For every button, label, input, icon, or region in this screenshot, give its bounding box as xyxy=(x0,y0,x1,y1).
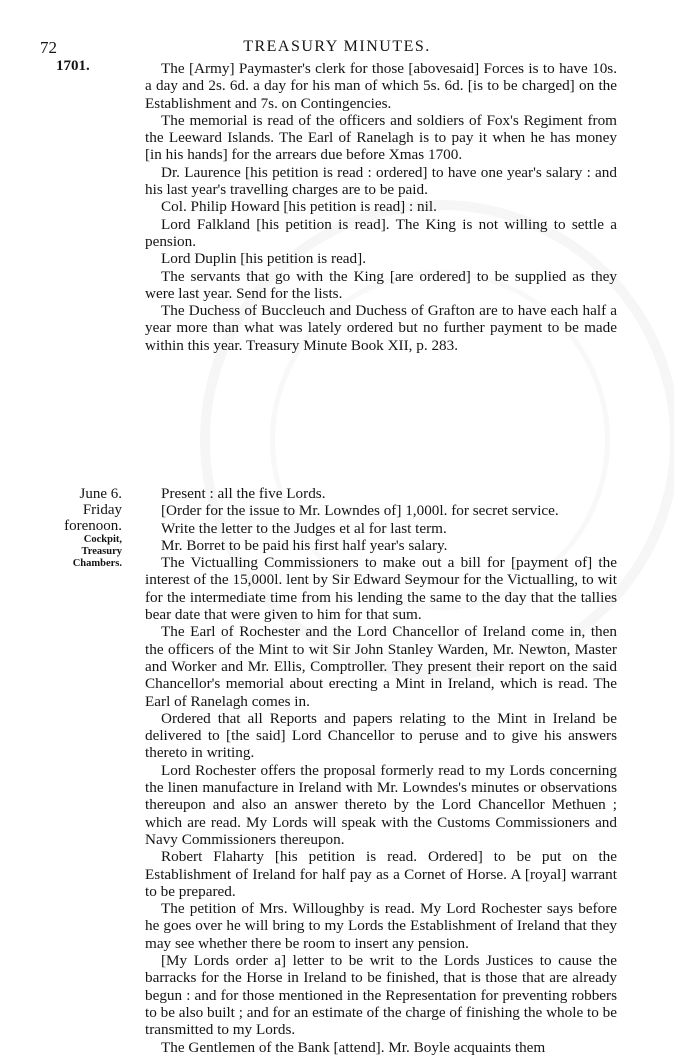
minute-paragraph: The Earl of Rochester and the Lord Chancellor of Ireland come in, then the officers of the Mint to wit Sir John Stanley Warden, Mr. Newton, Master and Worker and Mr. Ellis, Comptroller. They present their report on the said Chancellor's memorial about erecting a Mint in Ireland, which is read. The Earl of Ranelagh comes in. xyxy=(145,623,617,710)
minute-paragraph: [Order for the issue to Mr. Lowndes of] 1,000l. for secret service. xyxy=(161,502,559,520)
minute-paragraph: [My Lords order a] letter to be writ to the Lords Justices to cause the barracks for the Horse in Ireland to be finished, that is those that are already begun : and for those mentioned in the Representation for preventing robbers to be also built ; and for an estimate of the charge of finishing the whole to be transmitted to my Lords. xyxy=(145,952,617,1039)
minute-paragraph: The petition of Mrs. Willoughby is read. My Lord Rochester says before he goes over he will bring to my Lords the Establishment of Ireland that they may see whether there be room to insert any pension. xyxy=(145,900,617,952)
minute-paragraph: The Gentlemen of the Bank [attend]. Mr. Boyle acquaints them xyxy=(161,1038,546,1056)
minute-paragraph: Robert Flaharty [his petition is read. Ordered] to be put on the Establishment of Ireland for half pay as a Cornet of Horse. A [royal] warrant to be prepared. xyxy=(145,848,617,900)
minute-paragraph: The [Army] Paymaster's clerk for those [abovesaid] Forces is to have 10s. a day and 2s. 6d. a day for his man of which 5s. 6d. [is to be charged] on the Establishment and 7s. on Contingencies. xyxy=(145,60,617,112)
margin-date-line: Friday xyxy=(82,502,122,518)
minute-paragraph: Dr. Laurence [his petition is read : ordered] to have one year's salary : and his last year's travelling charges are to be paid. xyxy=(145,163,617,199)
minute-paragraph: Ordered that all Reports and papers relating to the Mint in Ireland be delivered to [the said] Lord Chancellor to peruse and to give his answers thereto in writing. xyxy=(145,709,617,762)
minute-paragraph: Write the letter to the Judges et al for last term. xyxy=(161,519,447,537)
minute-paragraph: Lord Rochester offers the proposal formerly read to my Lords concerning the linen manufacture in Ireland with Mr. Lowndes's minutes or observations thereupon and also an answer thereto by the Lord Chancellor Methuen ; which are read. My Lords will speak with the Customs Commissioners and Navy Commissioners thereupon. xyxy=(145,761,617,848)
margin-place-line: Treasury xyxy=(81,546,122,557)
minute-paragraph: Mr. Borret to be paid his first half year's salary. xyxy=(161,536,448,554)
minute-paragraph: Lord Falkland [his petition is read]. The King is not willing to settle a pension. xyxy=(145,215,617,250)
minute-paragraph: The Duchess of Buccleuch and Duchess of Grafton are to have each half a year more than what was lately ordered but no further payment to be made within this year. Treasury Minute Book XII, p. 283. xyxy=(145,302,617,354)
minute-paragraph: The servants that go with the King [are ordered] to be supplied as they were last year. Send for the lists. xyxy=(145,267,617,302)
minute-paragraph: The Victualling Commissioners to make out a bill for [payment of] the interest of the 15,000l. lent by Sir Edward Seymour for the Victualling, to wit for the intermediate time from his lending the same to the day that the tallies bear date that were given to him for that sum. xyxy=(145,554,617,624)
minutes-block-top xyxy=(145,60,617,354)
minute-paragraph: Lord Duplin [his petition is read]. xyxy=(161,250,366,268)
minute-paragraph: The memorial is read of the officers and soldiers of Fox's Regiment from the Leeward Islands. The Earl of Ranelagh is to pay it when he has money [in his hands] for the arrears due before Xmas 1700. xyxy=(145,111,617,164)
margin-place-line: Chambers. xyxy=(72,558,122,569)
margin-place-line: Cockpit, xyxy=(83,534,122,545)
margin-year: 1701. xyxy=(56,58,90,74)
minute-paragraph: Present : all the five Lords. xyxy=(161,485,326,502)
margin-date-note xyxy=(40,486,122,570)
minute-paragraph: Col. Philip Howard [his petition is read] : nil. xyxy=(161,198,437,216)
page-number: 72 xyxy=(40,38,57,57)
margin-date-line: June 6. xyxy=(79,486,122,502)
running-head: TREASURY MINUTES. xyxy=(243,38,431,55)
margin-date-line: forenoon. xyxy=(64,518,122,534)
minutes-block-june-6 xyxy=(145,485,617,1056)
